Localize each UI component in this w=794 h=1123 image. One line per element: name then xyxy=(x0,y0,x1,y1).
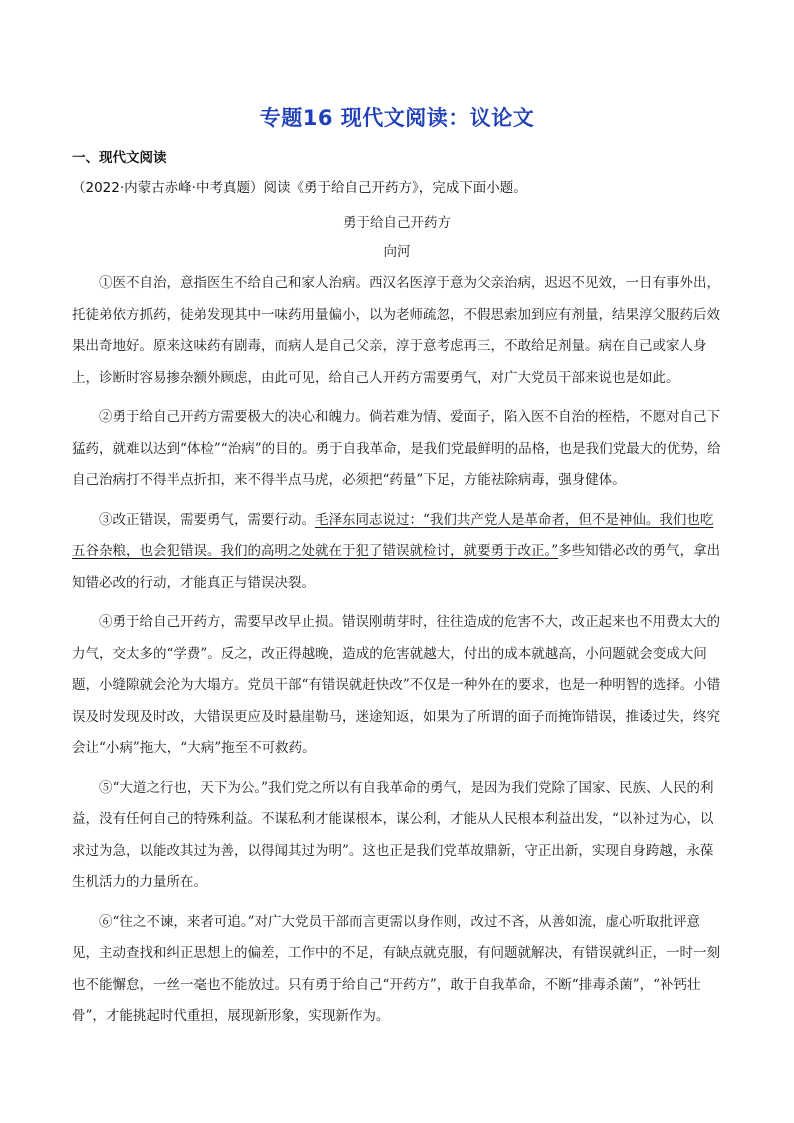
section-heading: 一、现代文阅读 xyxy=(72,150,167,166)
paragraph-number: ⑤ xyxy=(99,779,113,796)
paragraph-text: 勇于给自己开药方需要极大的决心和魄力。倘若难为情、爱面子，陷入医不自治的桎梏，不愿对自己下猛药，就难以达到“体检”“治病”的目的。勇于自我革命，是我们党最鲜明的品格，也是我们党最大的优势，给自己治病打不得半点折扣，来不得半点马虎，必须把“药量”下足，方能祛除病毒，强身健体。 xyxy=(72,409,721,488)
paragraph-text: 改正错误，需要勇气，需要行动。 xyxy=(112,511,315,528)
paragraph-text: 多些知错必改的勇气，拿出知错必改的行动，才能真正与错误决裂。 xyxy=(72,543,721,591)
paragraph-text: “往之不谏，来者可追。”对广大党员干部而言更需以身作则，改过不吝，从善如流，虚心听取批评意见，主动查找和纠正思想上的偏差，工作中的不足，有缺点就克服，有问题就解决，有错误就纠正，一时一刻也不能懈怠，一丝一毫也不能放过。只有勇于给自己“开药方”，敢于自我革命，不断“排毒杀菌”，“补钙壮骨”，才能挑起时代重担，展现新形象，实现新作为。 xyxy=(72,913,720,1024)
underlined-quote: 毛泽东同志说过：“我们共产党人是革命者，但不是神仙。我们也吃五谷杂粮，也会犯错误。我们的高明之处就在于犯了错误就检讨，就要勇于改正。” xyxy=(72,511,714,559)
paragraph-1 xyxy=(72,268,724,394)
article-title: 勇于给自己开药方 xyxy=(343,215,451,231)
paragraph-4 xyxy=(72,607,724,765)
paragraph-number: ① xyxy=(99,275,113,291)
question-source-line: （2022·内蒙古赤峰·中考真题）阅读《勇于给自己开药方》，完成下面小题。 xyxy=(72,180,527,196)
paragraph-number: ④ xyxy=(99,614,113,630)
article-author: 向河 xyxy=(383,244,411,260)
paragraph-2 xyxy=(72,402,724,497)
paragraph-6 xyxy=(72,907,724,1033)
paragraph-number: ⑥ xyxy=(99,913,113,930)
article-body xyxy=(72,268,724,1041)
paragraph-number: ② xyxy=(99,409,113,425)
paragraph-3 xyxy=(72,505,724,600)
document-title: 专题16 现代文阅读：议论文 xyxy=(259,106,535,130)
paragraph-5 xyxy=(72,773,724,899)
paragraph-text: “大道之行也，天下为公。”我们党之所以有自我革命的勇气，是因为我们党除了国家、民族、人民的利益，没有任何自己的特殊利益。不谋私利才能谋根本，谋公利，才能从人民根本利益出发，“以补过为心，以求过为急，以能改其过为善，以得闻其过为明”。这也正是我们党革故鼎新，守正出新，实现自身跨越，永葆生机活力的力量所在。 xyxy=(72,779,714,890)
paragraph-text: 医不自治，意指医生不给自己和家人治病。西汉名医淳于意为父亲治病，迟迟不见效，一日有事外出，托徒弟依方抓药，徒弟发现其中一味药用量偏小，以为老师疏忽，不假思索加到应有剂量，结果淳父服药后效果出奇地好。原来这味药有剧毒，而病人是自己父亲，淳于意考虑再三，不敢给足剂量。病在自己或家人身上，诊断时容易掺杂额外顾虑，由此可见，给自己人开药方需要勇气，对广大党员干部来说也是如此。 xyxy=(72,275,720,386)
paragraph-number: ③ xyxy=(99,511,113,528)
paragraph-text: 勇于给自己开药方，需要早改早止损。错误刚萌芽时，往往造成的危害不大，改正起来也不用费太大的力气，交太多的“学费”。反之，改正得越晚，造成的危害就越大，付出的成本就越高，小问题就会变成大问题，小缝隙就会沦为大塌方。党员干部“有错误就赶快改”不仅是一种外在的要求，也是一种明智的选择。小错误及时发现及时改，大错误更应及时悬崖勒马，迷途知返，如果为了所谓的面子而掩饰错误，推诿过失，终究会让“小病”拖大，“大病”拖至不可救药。 xyxy=(72,614,721,756)
